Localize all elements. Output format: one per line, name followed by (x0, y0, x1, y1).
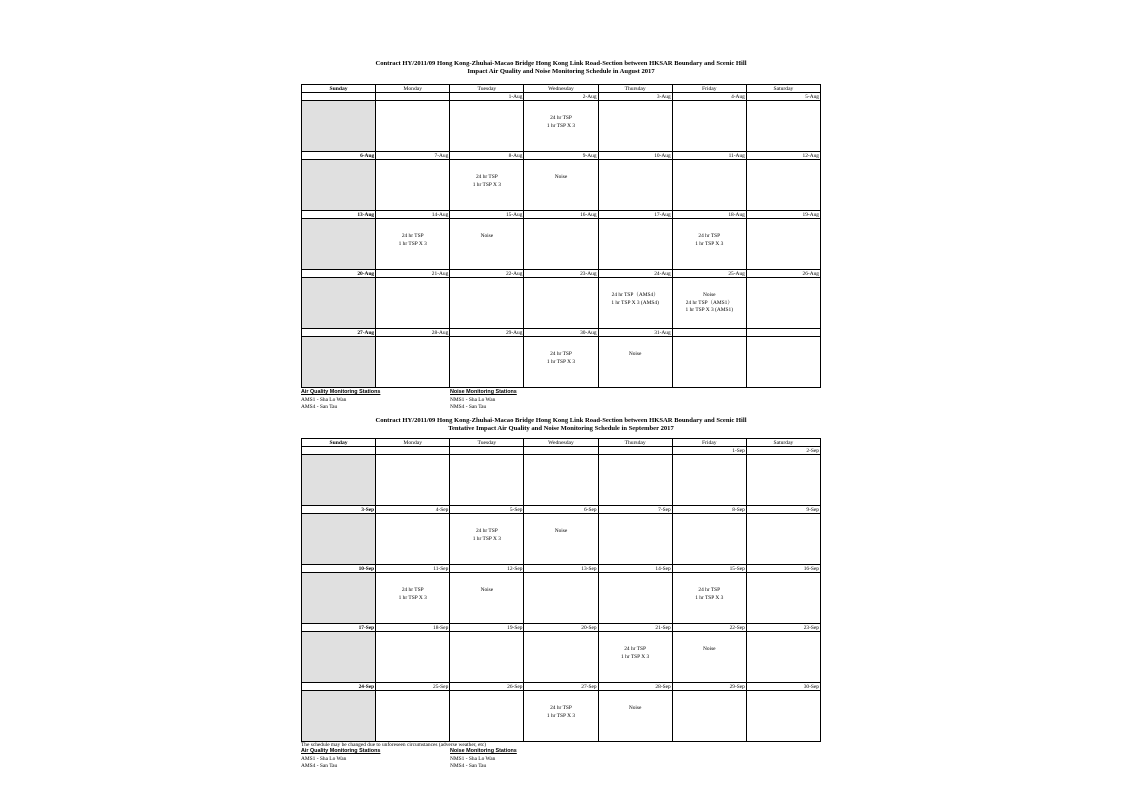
day-cell (672, 632, 746, 683)
weekday-header-row (302, 439, 821, 447)
date-cell: 21-Sep (598, 624, 672, 632)
date-cell: 13-Sep (524, 565, 598, 573)
date-cell: 4-Aug (672, 93, 746, 101)
date-cell: 17-Sep (302, 624, 376, 632)
date-cell: 13-Aug (302, 211, 376, 219)
september-title-line1: Contract HY/2011/09 Hong Kong-Zhuhai-Macao Bridge Hong Kong Link Road-Section between HKSAR Boundary and Scenic Hill (375, 417, 747, 424)
date-cell (376, 93, 450, 101)
day-cell (450, 455, 524, 506)
date-cell: 27-Aug (302, 329, 376, 337)
day-cell (450, 101, 524, 152)
date-cell: 18-Sep (376, 624, 450, 632)
weekday-header-sunday: Sunday (302, 439, 376, 447)
date-cell: 15-Sep (672, 565, 746, 573)
week-content-row (302, 101, 821, 152)
monitoring-event: Noise (480, 587, 494, 593)
date-cell: 28-Aug (376, 329, 450, 337)
date-cell: 25-Sep (376, 683, 450, 691)
date-cell: 21-Aug (376, 270, 450, 278)
monitoring-event: 24 hr TSP (475, 528, 498, 534)
noise-stations-header: Noise Monitoring Stations (450, 748, 517, 754)
weekday-header-thursday: Thursday (598, 439, 672, 447)
date-cell: 28-Sep (598, 683, 672, 691)
date-cell: 16-Sep (746, 565, 820, 573)
monitoring-event: 24 hr TSP（AMS1） (685, 299, 733, 306)
noise-station-item: NMS4 - San Tau (450, 404, 487, 410)
day-cell (524, 455, 598, 506)
date-cell (302, 93, 376, 101)
weekday-header-row (302, 85, 821, 93)
day-cell (672, 160, 746, 211)
week-content-row (302, 691, 821, 742)
noise-stations-header: Noise Monitoring Stations (450, 389, 517, 395)
monitoring-event: 1 hr TSP X 3 (472, 535, 501, 542)
september-title-line2: Tentative Impact Air Quality and Noise Monitoring Schedule in September 2017 (448, 425, 674, 432)
monitoring-event: Noise (480, 233, 494, 239)
monitoring-event: 1 hr TSP X 3 (695, 240, 724, 247)
date-cell: 22-Aug (450, 270, 524, 278)
date-cell: 9-Aug (524, 152, 598, 160)
air-station-item: AMS4 - San Tau (301, 763, 338, 769)
date-cell: 7-Aug (376, 152, 450, 160)
day-cell (598, 278, 672, 329)
day-cell (450, 573, 524, 624)
day-cell (746, 573, 820, 624)
week-date-row (302, 624, 821, 632)
august-legend (301, 389, 821, 411)
day-cell (302, 337, 376, 388)
day-cell (524, 219, 598, 270)
date-cell: 25-Aug (672, 270, 746, 278)
august-title-line1: Contract HY/2011/09 Hong Kong-Zhuhai-Macao Bridge Hong Kong Link Road-Section between HKSAR Boundary and Scenic Hill (375, 60, 747, 67)
day-cell (302, 514, 376, 565)
monitoring-event: 24 hr TSP (401, 587, 424, 593)
day-cell (376, 101, 450, 152)
day-cell (524, 691, 598, 742)
day-cell (746, 101, 820, 152)
date-cell: 26-Sep (450, 683, 524, 691)
date-cell: 10-Aug (598, 152, 672, 160)
day-cell (376, 691, 450, 742)
day-cell (672, 691, 746, 742)
monitoring-event: 1 hr TSP X 3 (472, 181, 501, 188)
date-cell: 17-Aug (598, 211, 672, 219)
date-cell: 20-Sep (524, 624, 598, 632)
day-cell (746, 337, 820, 388)
date-cell (450, 447, 524, 455)
date-cell: 29-Sep (672, 683, 746, 691)
date-cell: 24-Aug (598, 270, 672, 278)
monitoring-event: 1 hr TSP X 3 (695, 594, 724, 601)
monitoring-event: 24 hr TSP (475, 174, 498, 180)
week-content-row (302, 632, 821, 683)
date-cell: 4-Sep (376, 506, 450, 514)
date-cell: 29-Aug (450, 329, 524, 337)
weekday-header-saturday: Saturday (746, 439, 820, 447)
day-cell (598, 573, 672, 624)
monitoring-event: Noise (702, 292, 716, 298)
weekday-header-friday: Friday (672, 85, 746, 93)
day-cell (598, 101, 672, 152)
date-cell: 23-Aug (524, 270, 598, 278)
date-cell: 19-Aug (746, 211, 820, 219)
monitoring-event: 1 hr TSP X 3 (621, 653, 650, 660)
day-cell (746, 160, 820, 211)
date-cell: 3-Aug (598, 93, 672, 101)
date-cell (302, 447, 376, 455)
day-cell (450, 691, 524, 742)
date-cell: 20-Aug (302, 270, 376, 278)
air-quality-stations-header: Air Quality Monitoring Stations (301, 748, 381, 754)
date-cell: 6-Sep (524, 506, 598, 514)
monitoring-event: Noise (702, 646, 716, 652)
weekday-header-wednesday: Wednesday (524, 85, 598, 93)
monitoring-event: Noise (554, 174, 568, 180)
monitoring-event: 24 hr TSP（AMS4） (611, 292, 659, 298)
day-cell (450, 337, 524, 388)
monitoring-event: 1 hr TSP X 3 (398, 240, 427, 247)
week-content-row (302, 160, 821, 211)
date-cell (376, 447, 450, 455)
day-cell (598, 160, 672, 211)
day-cell (598, 514, 672, 565)
date-cell: 5-Sep (450, 506, 524, 514)
weekday-header-tuesday: Tuesday (450, 85, 524, 93)
date-cell: 26-Aug (746, 270, 820, 278)
monitoring-event: Noise (628, 351, 642, 357)
day-cell (746, 219, 820, 270)
week-date-row (302, 93, 821, 101)
day-cell (302, 691, 376, 742)
date-cell: 12-Aug (746, 152, 820, 160)
week-date-row (302, 270, 821, 278)
monitoring-event: 24 hr TSP (550, 115, 572, 121)
day-cell (598, 337, 672, 388)
day-cell (450, 632, 524, 683)
august-title-line2: Impact Air Quality and Noise Monitoring Schedule in August 2017 (467, 68, 655, 75)
date-cell: 27-Sep (524, 683, 598, 691)
week-content-row (302, 219, 821, 270)
week-content-row (302, 278, 821, 329)
week-content-row (302, 573, 821, 624)
weekday-header-tuesday: Tuesday (450, 439, 524, 447)
day-cell (524, 337, 598, 388)
weekday-header-monday: Monday (376, 439, 450, 447)
week-date-row (302, 152, 821, 160)
date-cell: 11-Aug (672, 152, 746, 160)
monitoring-event: 24 hr TSP (401, 233, 424, 239)
date-cell: 16-Aug (524, 211, 598, 219)
monitoring-event: 24 hr TSP (550, 705, 572, 711)
monitoring-event: 1 hr TSP X 3 (398, 594, 427, 601)
day-cell (524, 278, 598, 329)
schedule-note: The schedule may be changed due to unforeseen circumstances (adverse weather, etc) (301, 742, 487, 748)
monitoring-event: 24 hr TSP (550, 351, 572, 357)
day-cell (598, 691, 672, 742)
day-cell (450, 514, 524, 565)
day-cell (376, 632, 450, 683)
week-content-row (302, 455, 821, 506)
monitoring-event: 1 hr TSP X 3 (546, 358, 576, 365)
week-date-row (302, 683, 821, 691)
weekday-header-wednesday: Wednesday (524, 439, 598, 447)
day-cell (450, 278, 524, 329)
monitoring-event: 24 hr TSP (698, 233, 721, 239)
day-cell (524, 632, 598, 683)
air-station-item: AMS1 - Sha Lo Wan (301, 396, 347, 403)
weekday-header-sunday: Sunday (302, 85, 376, 93)
day-cell (376, 219, 450, 270)
date-cell: 22-Sep (672, 624, 746, 632)
day-cell (598, 455, 672, 506)
day-cell (672, 278, 746, 329)
air-station-item: AMS4 - San Tau (301, 404, 338, 410)
august-schedule (301, 60, 821, 411)
day-cell (524, 101, 598, 152)
date-cell: 6-Aug (302, 152, 376, 160)
day-cell (746, 632, 820, 683)
day-cell (672, 219, 746, 270)
date-cell (746, 329, 820, 337)
date-cell: 9-Sep (746, 506, 820, 514)
day-cell (524, 160, 598, 211)
september-legend (301, 748, 821, 770)
week-date-row (302, 447, 821, 455)
august-calendar-table (301, 84, 821, 388)
day-cell (672, 514, 746, 565)
date-cell: 12-Sep (450, 565, 524, 573)
day-cell (376, 160, 450, 211)
day-cell (598, 219, 672, 270)
date-cell: 11-Sep (376, 565, 450, 573)
monitoring-event: 24 hr TSP (698, 587, 721, 593)
date-cell (524, 447, 598, 455)
date-cell (598, 447, 672, 455)
date-cell: 30-Sep (746, 683, 820, 691)
day-cell (302, 573, 376, 624)
day-cell (302, 632, 376, 683)
day-cell (746, 514, 820, 565)
day-cell (672, 455, 746, 506)
monitoring-event: 1 hr TSP X 3 (546, 122, 576, 129)
date-cell: 1-Aug (450, 93, 524, 101)
day-cell (598, 632, 672, 683)
date-cell: 5-Aug (746, 93, 820, 101)
day-cell (302, 101, 376, 152)
date-cell: 8-Sep (672, 506, 746, 514)
week-content-row (302, 514, 821, 565)
day-cell (302, 160, 376, 211)
date-cell: 30-Aug (524, 329, 598, 337)
day-cell (746, 455, 820, 506)
day-cell (450, 160, 524, 211)
date-cell: 2-Aug (524, 93, 598, 101)
day-cell (524, 514, 598, 565)
september-schedule (301, 417, 821, 770)
day-cell (672, 337, 746, 388)
date-cell: 7-Sep (598, 506, 672, 514)
september-calendar-table (301, 438, 821, 742)
week-date-row (302, 211, 821, 219)
day-cell (376, 278, 450, 329)
date-cell: 14-Sep (598, 565, 672, 573)
date-cell: 14-Aug (376, 211, 450, 219)
monitoring-event: 24 hr TSP (624, 646, 647, 652)
date-cell: 15-Aug (450, 211, 524, 219)
air-station-item: AMS1 - Sha Lo Wan (301, 755, 347, 762)
day-cell (376, 337, 450, 388)
date-cell: 3-Sep (302, 506, 376, 514)
date-cell: 10-Sep (302, 565, 376, 573)
week-date-row (302, 565, 821, 573)
weekday-header-friday: Friday (672, 439, 746, 447)
noise-station-item: NMS1 - Sha Lo Wan (450, 396, 496, 403)
date-cell (672, 329, 746, 337)
weekday-header-thursday: Thursday (598, 85, 672, 93)
date-cell: 2-Sep (746, 447, 820, 455)
day-cell (302, 219, 376, 270)
day-cell (746, 278, 820, 329)
monitoring-event: Noise (554, 528, 568, 534)
monitoring-event: 1 hr TSP X 3 (AMS1) (685, 307, 734, 313)
date-cell: 23-Sep (746, 624, 820, 632)
monitoring-event: 1 hr TSP X 3 (546, 712, 576, 719)
day-cell (302, 278, 376, 329)
noise-station-item: NMS1 - Sha Lo Wan (450, 755, 496, 762)
date-cell: 19-Sep (450, 624, 524, 632)
day-cell (376, 455, 450, 506)
day-cell (302, 455, 376, 506)
date-cell: 24-Sep (302, 683, 376, 691)
date-cell: 1-Sep (672, 447, 746, 455)
week-content-row (302, 337, 821, 388)
day-cell (672, 573, 746, 624)
air-quality-stations-header: Air Quality Monitoring Stations (301, 389, 381, 395)
weekday-header-monday: Monday (376, 85, 450, 93)
day-cell (450, 219, 524, 270)
day-cell (376, 514, 450, 565)
date-cell: 31-Aug (598, 329, 672, 337)
day-cell (746, 691, 820, 742)
noise-station-item: NMS4 - San Tau (450, 763, 487, 769)
monitoring-event: Noise (628, 705, 642, 711)
day-cell (672, 101, 746, 152)
monitoring-event: 1 hr TSP X 3 (AMS4) (611, 299, 659, 306)
day-cell (524, 573, 598, 624)
day-cell (376, 573, 450, 624)
weekday-header-saturday: Saturday (746, 85, 820, 93)
date-cell: 18-Aug (672, 211, 746, 219)
week-date-row (302, 506, 821, 514)
date-cell: 8-Aug (450, 152, 524, 160)
week-date-row (302, 329, 821, 337)
